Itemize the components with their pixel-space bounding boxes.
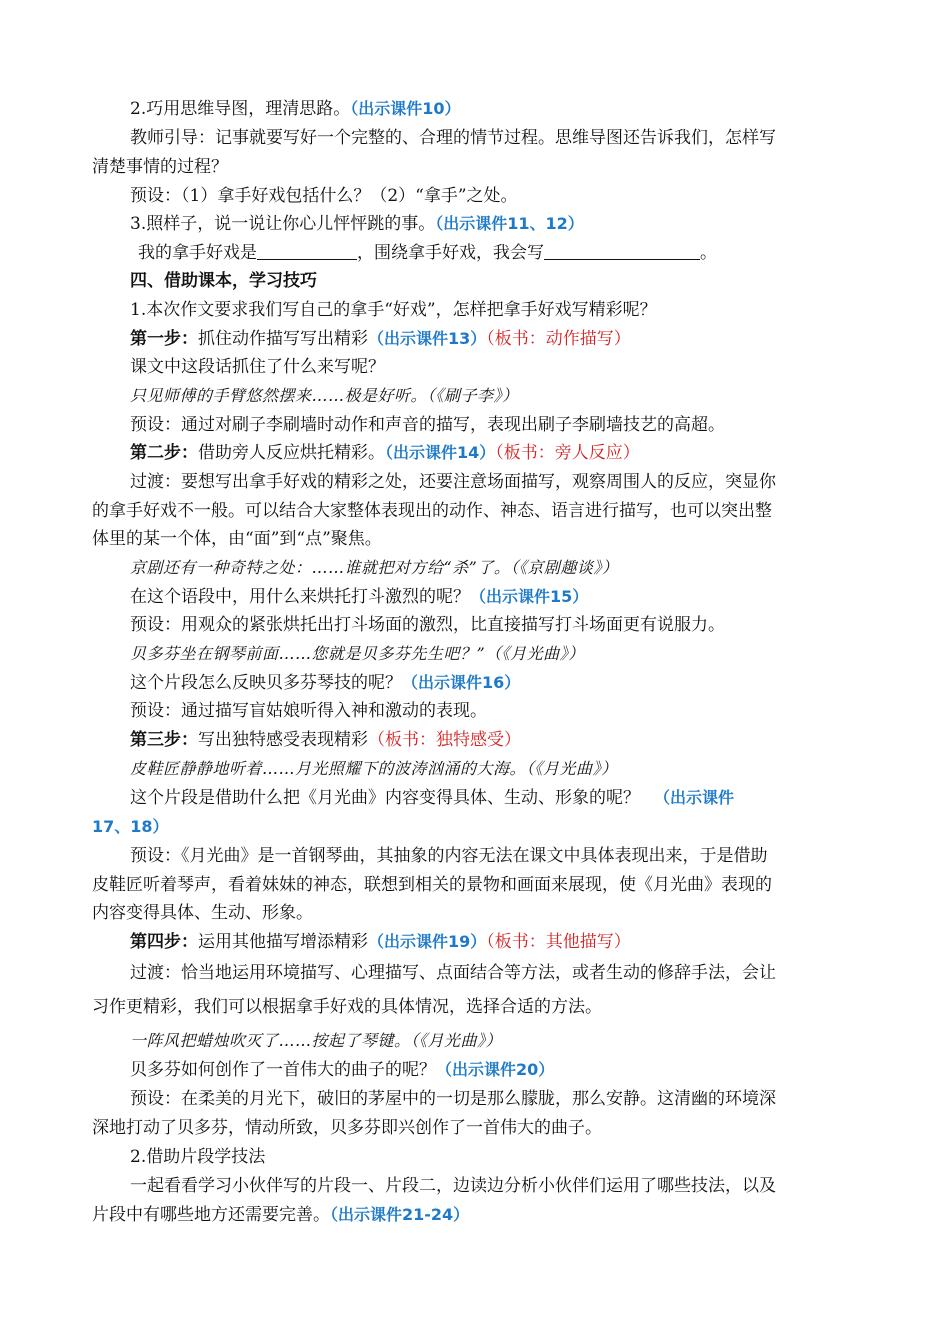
step-line: 第一步：抓住动作描写写出精彩（出示课件13）（板书：动作描写） xyxy=(130,329,631,349)
board-note: （板书：独特感受） xyxy=(368,730,521,750)
courseware-ref: （出示课件10） xyxy=(350,99,461,118)
courseware-ref: （出示课件 xyxy=(654,788,735,807)
paragraph-line: 预设：通过描写盲姑娘听得入神和激动的表现。 xyxy=(130,701,487,721)
quote-line: 皮鞋匠静静地听着……月光照耀下的波涛汹涌的大海。（《月光曲》） xyxy=(130,759,618,778)
paragraph-line: 习作更精彩，我们可以根据拿手好戏的具体情况，选择合适的方法。 xyxy=(92,997,602,1017)
courseware-ref: （出示课件20） xyxy=(436,1060,555,1079)
courseware-ref-continued: 17、18） xyxy=(92,817,169,836)
paragraph-line: 这个片段怎么反映贝多芬琴技的呢？（出示课件16） xyxy=(130,673,521,693)
fill-blank-1 xyxy=(257,242,357,260)
paragraph-line: 3.照样子，说一说让你心儿怦怦跳的事。（出示课件11、12） xyxy=(130,214,584,234)
paragraph-line: 预设：通过对刷子李刷墙时动作和声音的描写，表现出刷子李刷墙技艺的高超。 xyxy=(130,415,725,435)
courseware-ref: （出示课件11、12） xyxy=(435,214,584,233)
paragraph-line: 贝多芬如何创作了一首伟大的曲子的呢？（出示课件20） xyxy=(130,1060,555,1080)
quote-line: 京剧还有一种奇特之处：……谁就把对方给“杀”了。（《京剧趣谈》） xyxy=(130,558,619,577)
step-line: 第二步：借助旁人反应烘托精彩。（出示课件14）（板书：旁人反应） xyxy=(130,443,640,463)
paragraph-line: 皮鞋匠听着琴声，看着妹妹的神态，联想到相关的景物和画面来展现，使《月光曲》表现的 xyxy=(92,875,772,895)
paragraph-line: 预设：在柔美的月光下，破旧的茅屋中的一切是那么朦胧，那么安静。这清幽的环境深 xyxy=(130,1089,776,1109)
paragraph-line: 片段中有哪些地方还需要完善。（出示课件21-24） xyxy=(92,1205,470,1225)
paragraph-line: 一起看看学习小伙伴写的片段一、片段二，边读边分析小伙伴们运用了哪些技法，以及 xyxy=(130,1176,776,1196)
board-note: （板书：其他描写） xyxy=(486,932,631,952)
paragraph-line: 教师引导：记事就要写好一个完整的、合理的情节过程。思维导图还告诉我们，怎样写 xyxy=(130,128,776,148)
courseware-ref: （出示课件14） xyxy=(385,443,496,462)
paragraph-line: 1.本次作文要求我们写自己的拿手“好戏”，怎样把拿手好戏写精彩呢？ xyxy=(130,300,657,320)
quote-line: 一阵风把蜡烛吹灭了……按起了琴键。（《月光曲》） xyxy=(130,1031,503,1050)
paragraph-line: 2.借助片段学技法 xyxy=(130,1147,266,1167)
quote-line: 只见师傅的手臂悠然摆来……极是好听。（《刷子李》） xyxy=(130,386,519,405)
courseware-ref: （出示课件16） xyxy=(402,673,521,692)
fill-in-line: 我的拿手好戏是 ，围绕拿手好戏，我会写 。 xyxy=(138,243,717,263)
paragraph-line: 的拿手好戏不一般。可以结合大家整体表现出的动作、神态、语言进行描写，也可以突出整 xyxy=(92,501,772,521)
paragraph-line: 过渡：恰当地运用环境描写、心理描写、点面结合等方法，或者生动的修辞手法，会让 xyxy=(130,963,776,983)
courseware-ref: （出示课件19） xyxy=(368,932,487,951)
paragraph-line: 预设：（1）拿手好戏包括什么？（2）“拿手”之处。 xyxy=(130,186,518,206)
board-note: （板书：旁人反应） xyxy=(495,443,640,463)
courseware-ref: （出示课件13） xyxy=(368,329,487,348)
paragraph-line: 预设：《月光曲》是一首钢琴曲，其抽象的内容无法在课文中具体表现出来，于是借助 xyxy=(130,846,768,866)
paragraph-line: 这个片段是借助什么把《月光曲》内容变得具体、生动、形象的呢？ （出示课件 xyxy=(130,788,735,808)
quote-line: 贝多芬坐在钢琴前面……您就是贝多芬先生吧？”（《月光曲》） xyxy=(130,644,585,663)
paragraph-line: 深地打动了贝多芬，情动所致，贝多芬即兴创作了一首伟大的曲子。 xyxy=(92,1118,602,1138)
paragraph-line: 在这个语段中，用什么来烘托打斗激烈的呢？（出示课件15） xyxy=(130,587,589,607)
paragraph-line: 2.巧用思维导图，理清思路。（出示课件10） xyxy=(130,99,461,119)
courseware-ref: （出示课件21-24） xyxy=(330,1205,470,1224)
step-line: 第四步：运用其他描写增添精彩（出示课件19）（板书：其他描写） xyxy=(130,932,631,952)
paragraph-line: 课文中这段话抓住了什么来写呢？ xyxy=(130,357,385,377)
paragraph-line: 预设：用观众的紧张烘托出打斗场面的激烈，比直接描写打斗场面更有说服力。 xyxy=(130,615,725,635)
paragraph-line: 过渡：要想写出拿手好戏的精彩之处，还要注意场面描写，观察周围人的反应，突显你 xyxy=(130,472,776,492)
paragraph-line: 清楚事情的过程？ xyxy=(92,157,228,177)
fill-blank-2 xyxy=(544,242,700,260)
step-line: 第三步：写出独特感受表现精彩（板书：独特感受） xyxy=(130,730,521,750)
courseware-ref: （出示课件15） xyxy=(470,587,589,606)
paragraph-line: 内容变得具体、生动、形象。 xyxy=(92,903,313,923)
board-note: （板书：动作描写） xyxy=(486,329,631,349)
paragraph-line: 体里的某一个体，由“面”到“点”聚焦。 xyxy=(92,529,382,549)
section-heading: 四、借助课本，学习技巧 xyxy=(130,271,317,291)
